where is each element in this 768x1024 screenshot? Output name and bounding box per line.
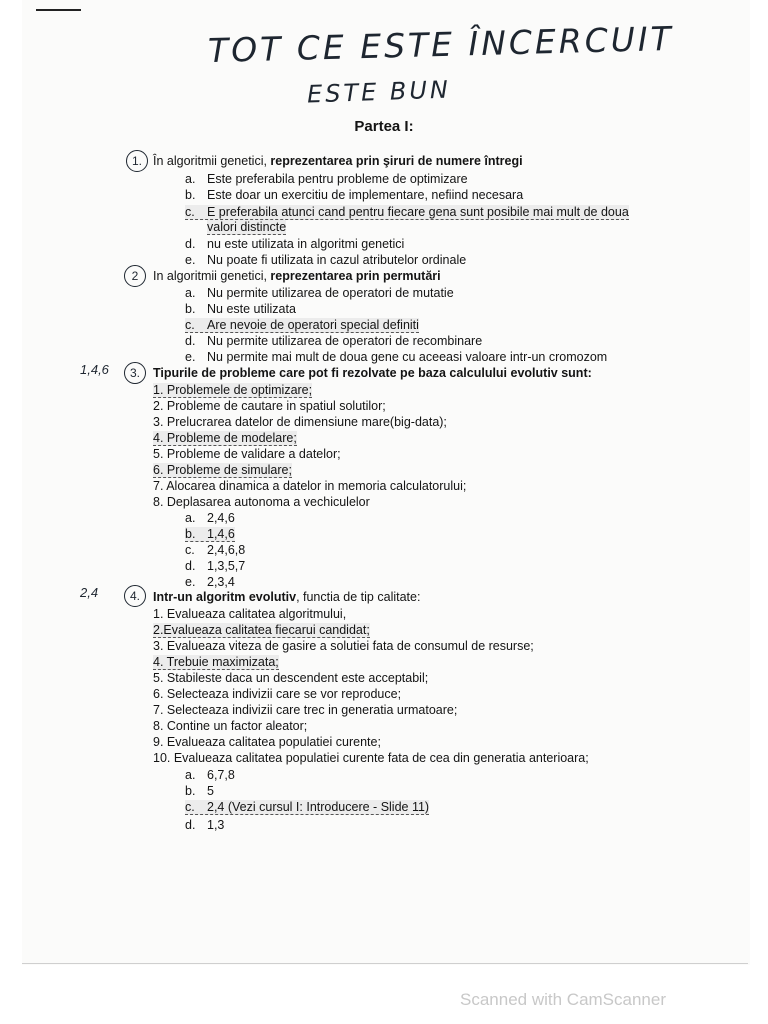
q2-option-b: b. Nu este utilizata [185, 302, 296, 316]
q1-option-a: a. Este preferabila pentru probleme de optimizare [185, 172, 468, 186]
question-3-number-circle: 3. [124, 362, 146, 384]
question-3-margin-note: 1,4,6 [80, 362, 109, 377]
page-title: Partea I: [354, 118, 414, 135]
q2-option-c-selected: c. Are nevoie de operatori special definiti [185, 318, 419, 332]
q4-item-9: 9. Evalueaza calitatea populatiei curente; [153, 735, 381, 749]
q1-option-b: b. Este doar un exercitiu de implementare, nefiind necesara [185, 188, 524, 202]
question-4-number-circle: 4. [124, 585, 146, 607]
q3-option-b-selected: b. 1,4,6 [185, 527, 235, 541]
q3-item-2: 2. Probleme de cautare in spatiul solutilor; [153, 399, 386, 413]
page-edge [22, 963, 748, 964]
q3-item-7: 7. Alocarea dinamica a datelor in memoria calculatorului; [153, 479, 467, 493]
q3-option-a: a. 2,4,6 [185, 511, 235, 525]
q2-option-a: a. Nu permite utilizarea de operatori de mutatie [185, 286, 454, 300]
q3-item-8: 8. Deplasarea autonoma a vechiculelor [153, 495, 370, 509]
q4-item-3: 3. Evalueaza viteza de gasire a solutiei fata de consumul de resurse; [153, 639, 534, 653]
camscanner-watermark: Scanned with CamScanner [460, 990, 667, 1009]
q3-item-1-selected: 1. Problemele de optimizare; [153, 383, 313, 397]
question-4-margin-note: 2,4 [80, 585, 99, 600]
question-1-stem [153, 154, 523, 168]
q2-option-e: e. Nu permite mai mult de doua gene cu aceeasi valoare intr-un cromozom [185, 350, 608, 364]
q3-option-d: d. 1,3,5,7 [185, 559, 246, 573]
q3-option-c: c. 2,4,6,8 [185, 543, 246, 557]
q1-option-c-selected: c. E preferabila atunci cand pentru fiecare gena sunt posibile mai mult de doua [185, 205, 629, 219]
question-1-number-circle: 1. [126, 150, 148, 172]
q2-option-d: d. Nu permite utilizarea de operatori de recombinare [185, 334, 483, 348]
q3-item-6-selected: 6. Probleme de simulare; [153, 463, 292, 477]
q4-item-8: 8. Contine un factor aleator; [153, 719, 308, 733]
q3-item-4-selected: 4. Probleme de modelare; [153, 431, 297, 445]
q3-item-3: 3. Prelucrarea datelor de dimensiune mare(big-data); [153, 415, 447, 429]
q4-item-4-selected: 4. Trebuie maximizata; [153, 655, 279, 669]
q3-item-5: 5. Probleme de validare a datelor; [153, 447, 341, 461]
question-2-stem: In algoritmii genetici, reprezentarea prin permutări [153, 269, 441, 283]
question-3-stem: Tipurile de probleme care pot fi rezolvate pe baza calculului evolutiv sunt: [153, 366, 592, 380]
question-4-stem: Intr-un algoritm evolutiv, functia de tip calitate: [153, 590, 421, 604]
question-1-bold: reprezentarea prin şiruri de numere întregi [270, 154, 523, 168]
handwritten-note-line1: TOT CE ESTE ÎNCERCUIT [207, 18, 675, 71]
q4-option-c-selected: c. 2,4 (Vezi cursul I: Introducere - Slide 11) [185, 800, 430, 814]
q4-item-7: 7. Selecteaza indivizii care trec in generatia urmatoare; [153, 703, 458, 717]
q4-item-10: 10. Evalueaza calitatea populatiei curente fata de cea din generatia anterioara; [153, 751, 589, 765]
question-2-number-circle: 2 [124, 265, 146, 287]
scan-mark [36, 9, 81, 11]
q4-item-2-selected: 2.Evalueaza calitatea fiecarui candidat; [153, 623, 370, 637]
q4-option-b: b. 5 [185, 784, 214, 798]
q1-option-c-continuation: valori distincte [207, 220, 287, 234]
question-1-pre: În algoritmii genetici, [153, 154, 271, 168]
q4-item-5: 5. Stabileste daca un descendent este acceptabil; [153, 671, 429, 685]
q4-option-d: d. 1,3 [185, 818, 225, 832]
q1-option-d: d. nu este utilizata in algoritmi genetici [185, 237, 405, 251]
q3-option-e: e. 2,3,4 [185, 575, 235, 589]
q4-item-1: 1. Evalueaza calitatea algoritmului, [153, 607, 347, 621]
q1-option-e: e. Nu poate fi utilizata in cazul atributelor ordinale [185, 253, 467, 267]
q4-option-a: a. 6,7,8 [185, 768, 235, 782]
q4-item-6: 6. Selecteaza indivizii care se vor reproduce; [153, 687, 402, 701]
handwritten-note-line2: ESTE BUN [306, 75, 452, 109]
